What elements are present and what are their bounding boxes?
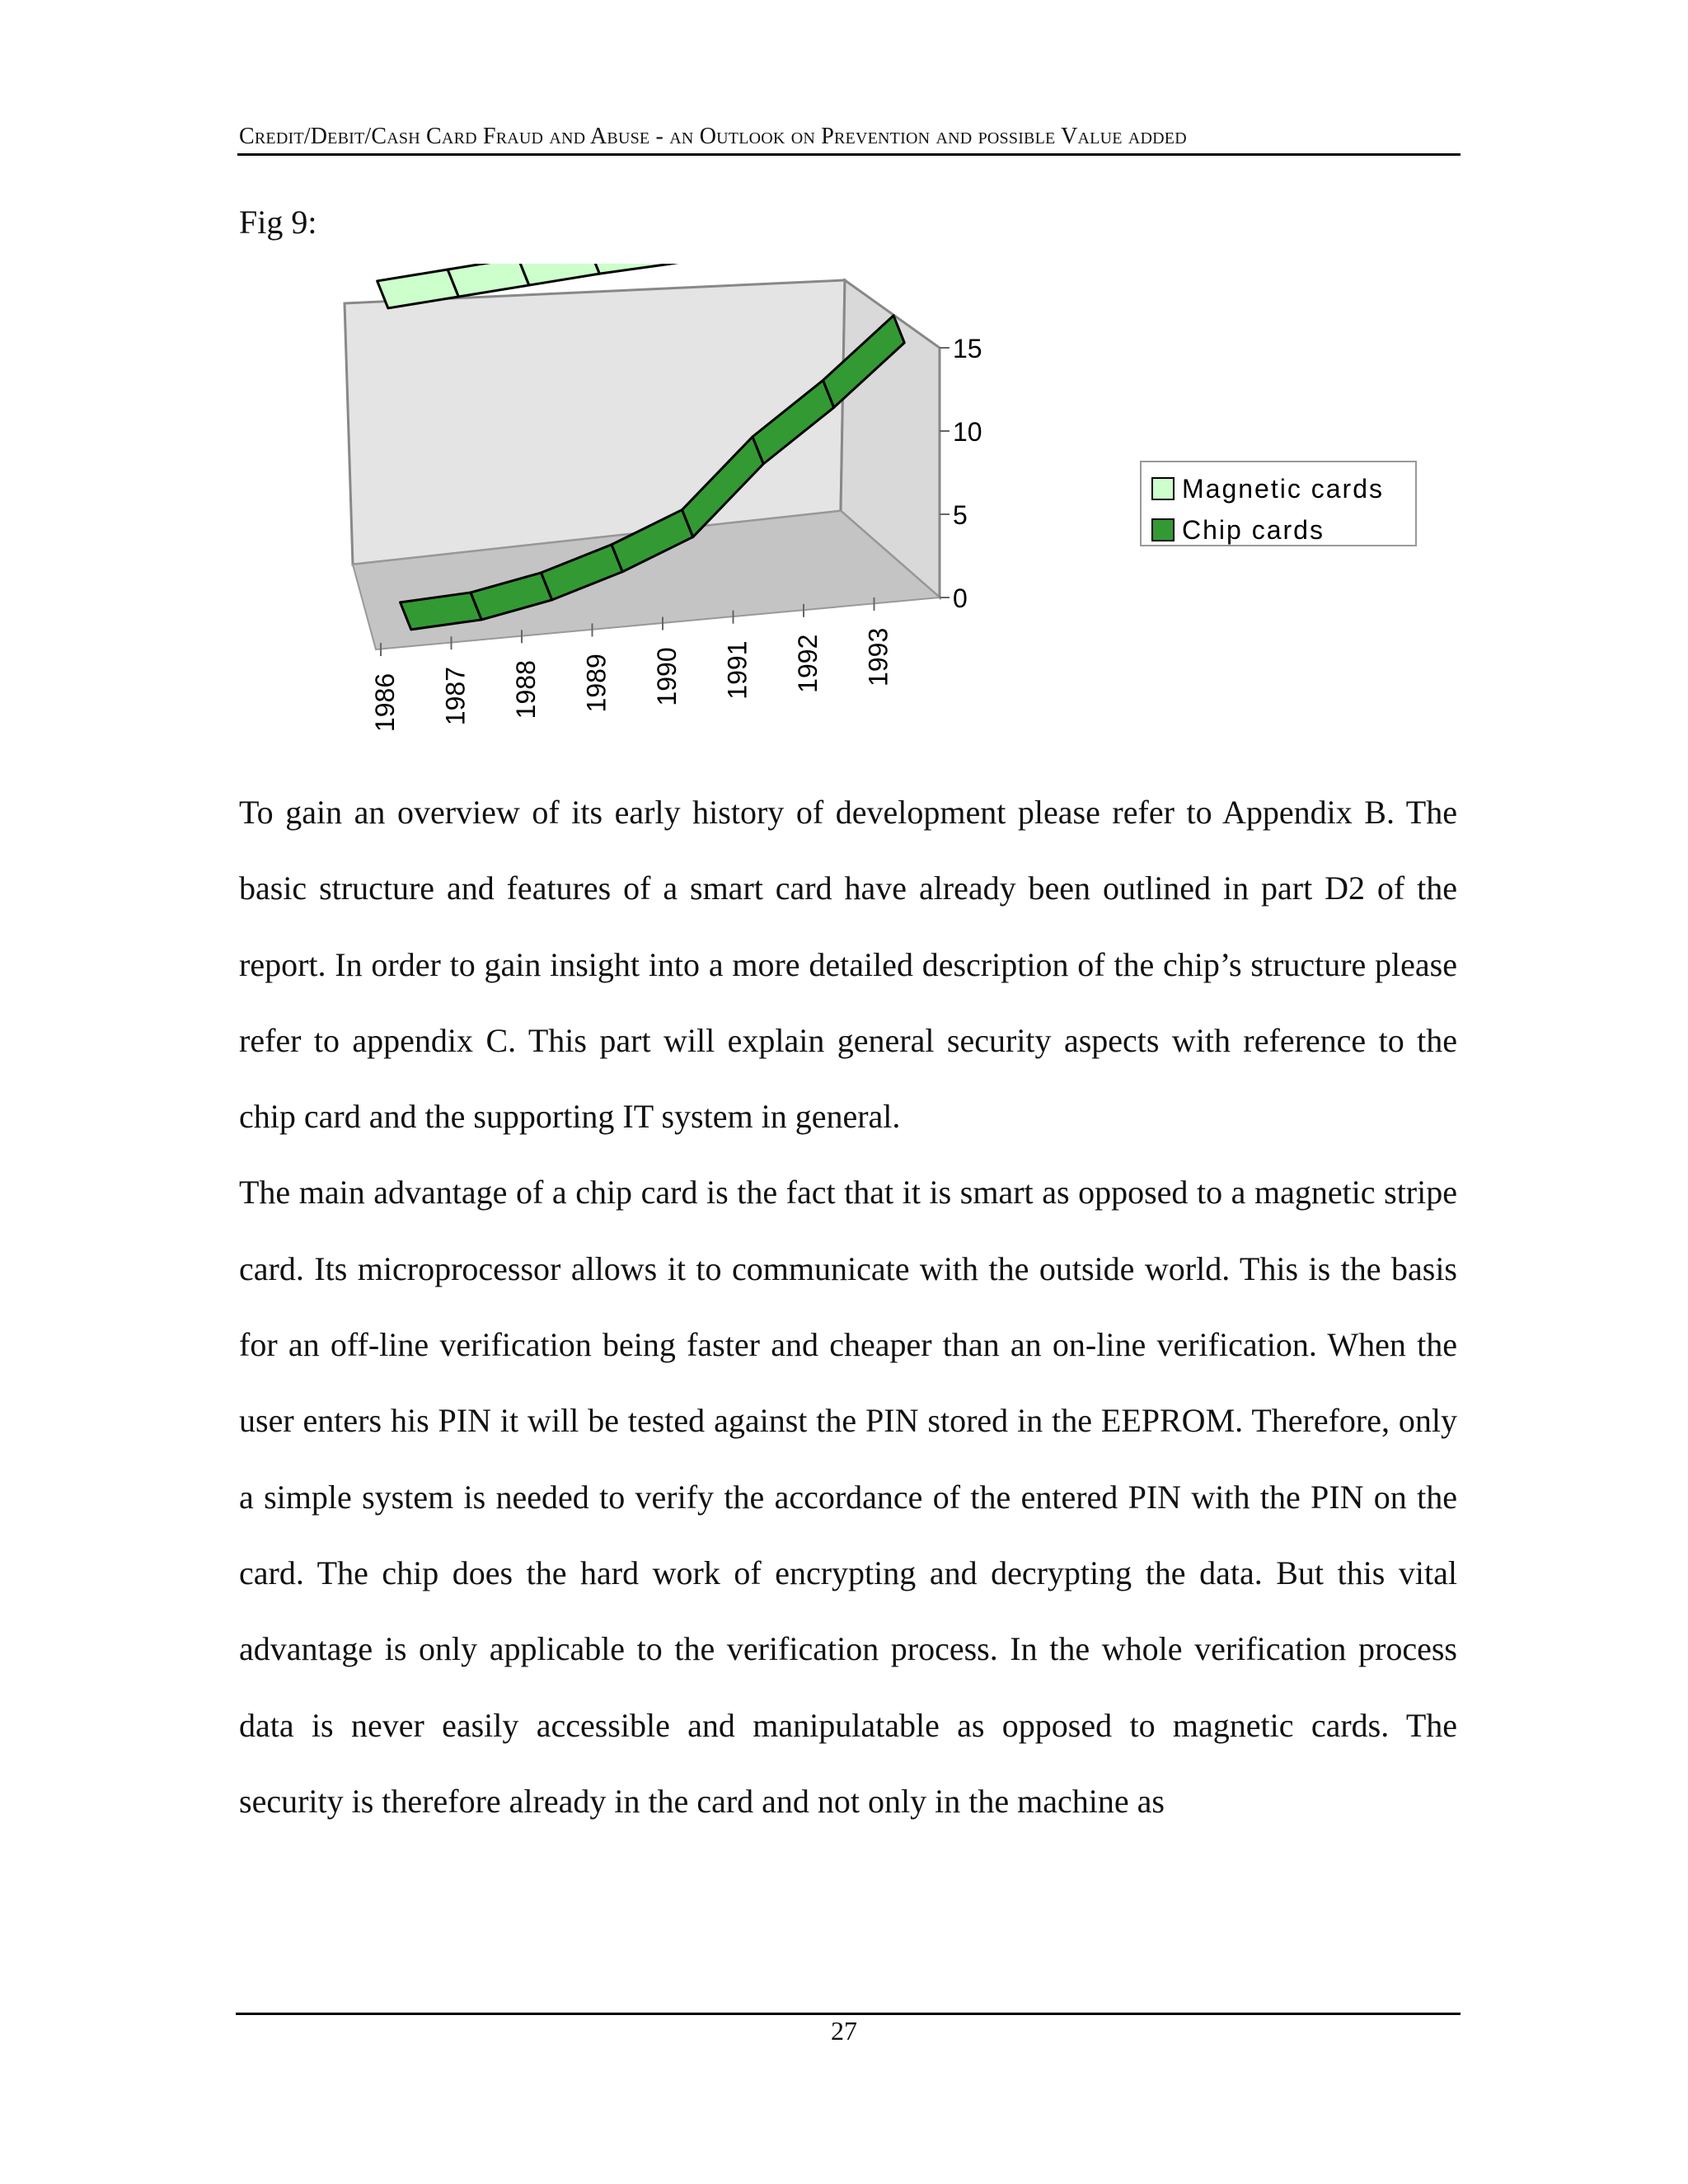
body-text (239, 775, 1457, 1840)
category-axis-label: 1993 (863, 627, 893, 687)
legend-label: Magnetic cards (1182, 474, 1384, 504)
category-axis-label: 1990 (652, 647, 682, 706)
category-axis-label: 1986 (370, 673, 400, 733)
value-axis-label: 5 (953, 500, 968, 530)
figure-label: Fig 9: (239, 204, 317, 241)
running-header: Credit/Debit/Cash Card Fraud and Abuse - an Outlook on Prevention and possible Value added (239, 124, 1187, 149)
category-axis-label: 1992 (793, 634, 823, 693)
legend-label: Chip cards (1182, 515, 1325, 545)
paragraph-2: The main advantage of a chip card is the fact that it is smart as opposed to a magnetic stripe card. Its microprocessor allows it to communicate with the outside world. This is the basis for an off-line verification being faster and cheaper than an on-line verification. When the user enters his PIN it will be tested against the PIN stored in the EEPROM. Therefore, only a simple system is needed to verify the accordance of the entered PIN with the PIN on the card. The chip does the hard work of encrypting and decrypting the data. But this vital advantage is only applicable to the verification process. In the whole verification process data is never easily accessible and manipulatable as opposed to magnetic cards. The security is therefore already in the card and not only in the machine as (239, 1174, 1457, 1820)
ribbon-segment-magnetic (448, 264, 529, 297)
category-axis-label: 1988 (511, 660, 541, 719)
category-axis-label: 1987 (440, 667, 471, 726)
ribbon-segment-magnetic (518, 264, 600, 285)
legend-swatch (1152, 478, 1174, 499)
paragraph-1: To gain an overview of its early history of development please refer to Appendix B. The basic structure and features of a smart card have already been outlined in part D2 of the report. In order to gain insight into a more detailed description of the chip’s structure please refer to appendix C. This part will explain general security aspects with reference to the chip card and the supporting IT system in general. (239, 794, 1457, 1136)
value-axis-label: 0 (953, 583, 968, 613)
page-number: 27 (831, 2016, 857, 2046)
footer-rule (236, 2013, 1461, 2015)
category-axis-label: 1991 (722, 640, 753, 700)
chip-vs-magnetic-chart (313, 264, 1451, 742)
category-axis-label: 1989 (581, 654, 612, 713)
value-axis-label: 15 (953, 334, 982, 363)
legend-swatch (1152, 519, 1174, 541)
ribbon-segment-magnetic (588, 264, 670, 274)
header-rule (237, 153, 1461, 156)
value-axis-label: 10 (953, 417, 982, 447)
